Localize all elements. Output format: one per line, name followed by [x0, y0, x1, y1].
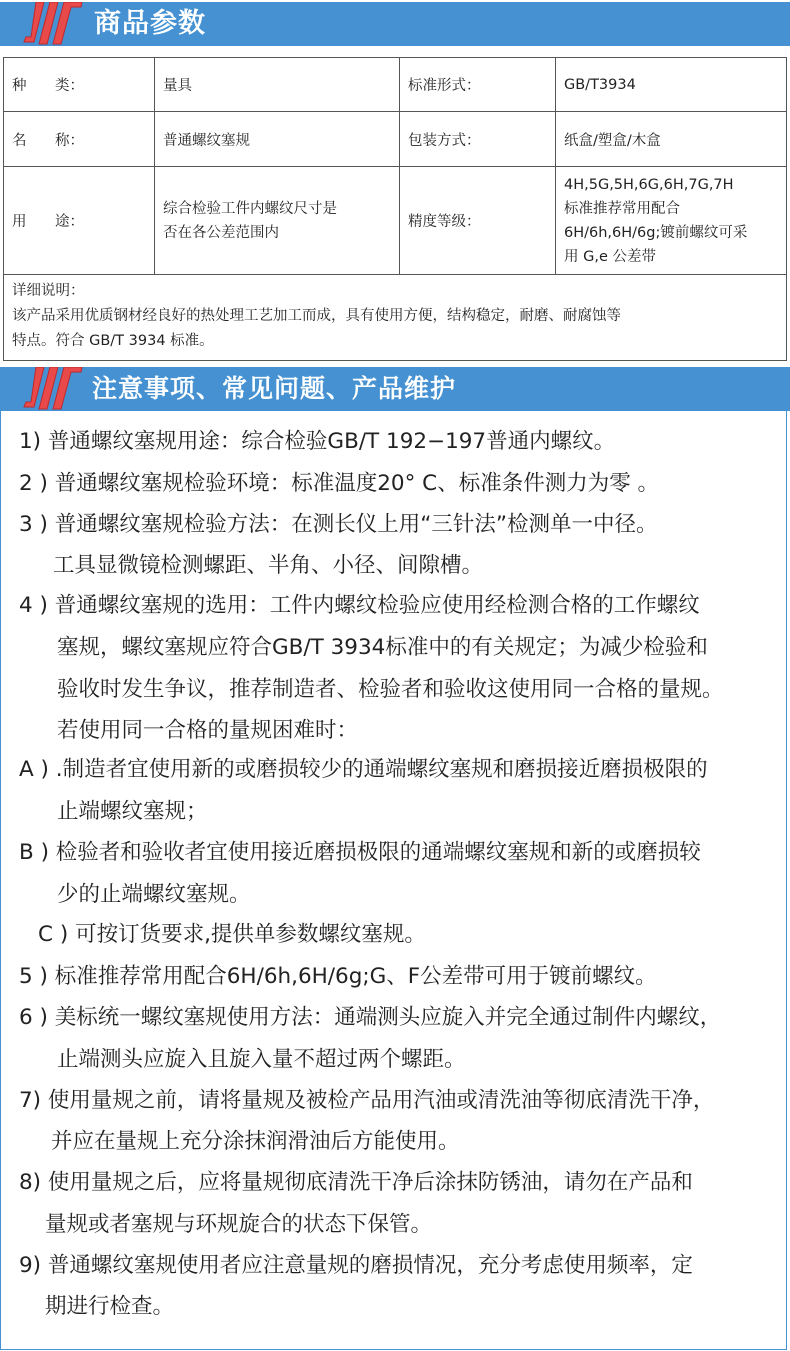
note-line: 止端测头应旋入且旋入量不超过两个螺距。	[57, 1047, 466, 1072]
note-line: A ) .制造者宜使用新的或磨损较少的通端螺纹塞规和磨损接近磨损极限的	[19, 757, 708, 782]
note-line: 验收时发生争议，推荐制造者、检验者和验收这使用同一合格的量规。	[57, 677, 724, 702]
note-line: 9) 普通螺纹塞规使用者应注意量规的磨损情况，充分考虑使用频率，定	[19, 1253, 693, 1278]
detail-description	[4, 275, 787, 361]
note-line: 少的止端螺纹塞规。	[57, 882, 251, 907]
note-line: 并应在量规上充分涂抹润滑油后方能使用。	[51, 1129, 460, 1154]
table-row	[4, 58, 787, 112]
detail-text: 该产品采用优质钢材经良好的热处理工艺加工而成，具有使用方便，结构稳定，耐磨、耐腐蚀等	[12, 308, 621, 324]
param-value: 普通螺纹塞规	[155, 112, 400, 167]
note-line: 止端螺纹塞规；	[57, 799, 208, 824]
note-line: 塞规，螺纹塞规应符合GB/T 3934标准中的有关规定；为减少检验和	[57, 635, 708, 660]
section-title: 商品参数	[94, 8, 206, 39]
note-line: 期进行检查。	[45, 1294, 175, 1319]
note-line: 3 ) 普通螺纹塞规检验方法：在测长仪上用“三针法”检测单一中径。	[19, 512, 658, 537]
note-line: 1) 普通螺纹塞规用途：综合检验GB/T 192−197普通内螺纹。	[19, 429, 616, 454]
red-stripes-logo-icon	[20, 2, 84, 46]
param-label: 包装方式：	[400, 112, 556, 167]
table-row	[4, 167, 787, 275]
note-line: 5 ) 标准推荐常用配合6H/6h,6H/6g;G、F公差带可用于镀前螺纹。	[19, 964, 657, 989]
note-line: 若使用同一合格的量规困难时：	[57, 718, 359, 743]
note-line: 6 ) 美标统一螺纹塞规使用方法：通端测头应旋入并完全通过制件内螺纹，	[19, 1005, 722, 1030]
note-line: 2 ) 普通螺纹塞规检验环境：标准温度20° C、标准条件测力为零 。	[19, 471, 660, 496]
param-value: GB/T3934	[556, 58, 787, 112]
detail-label: 详细说明：	[12, 283, 85, 299]
note-line: 量规或者塞规与环规旋合的状态下保管。	[45, 1212, 433, 1237]
param-label: 种 类：	[4, 58, 155, 112]
section-header-notes	[0, 367, 790, 411]
param-value: 4H,5G,5H,6G,6H,7G,7H 标准推荐常用配合 6H/6h,6H/6g;镀前螺纹可采 用 G,e 公差带	[556, 167, 787, 275]
param-value: 综合检验工件内螺纹尺寸是 否在各公差范围内	[155, 167, 400, 275]
param-label: 标准形式：	[400, 58, 556, 112]
table-row-detail	[4, 275, 787, 361]
note-line: B ) 检验者和验收者宜使用接近磨损极限的通端螺纹塞规和新的或磨损较	[19, 840, 701, 865]
param-label: 用 途：	[4, 167, 155, 275]
param-label: 精度等级：	[400, 167, 556, 275]
detail-text: 特点。符合 GB/T 3934 标准。	[12, 333, 214, 349]
note-line: 7) 使用量规之前，请将量规及被检产品用汽油或清洗油等彻底清洗干净，	[19, 1088, 715, 1113]
note-line: 4 ) 普通螺纹塞规的选用：工件内螺纹检验应使用经检测合格的工作螺纹	[19, 593, 700, 618]
param-value: 量具	[155, 58, 400, 112]
table-row	[4, 112, 787, 167]
section-title: 注意事项、常见问题、产品维护	[92, 374, 457, 403]
param-label: 名 称：	[4, 112, 155, 167]
note-line: C ) 可按订货要求,提供单参数螺纹塞规。	[38, 922, 426, 947]
note-line: 8) 使用量规之后，应将量规彻底清洗干净后涂抹防锈油，请勿在产品和	[19, 1170, 693, 1195]
note-line: 工具显微镜检测螺距、半角、小径、间隙槽。	[53, 553, 484, 578]
param-value: 纸盒/塑盒/木盒	[556, 112, 787, 167]
red-stripes-logo-icon	[20, 367, 84, 411]
product-params-table	[3, 57, 787, 361]
section-header-params	[0, 2, 790, 46]
